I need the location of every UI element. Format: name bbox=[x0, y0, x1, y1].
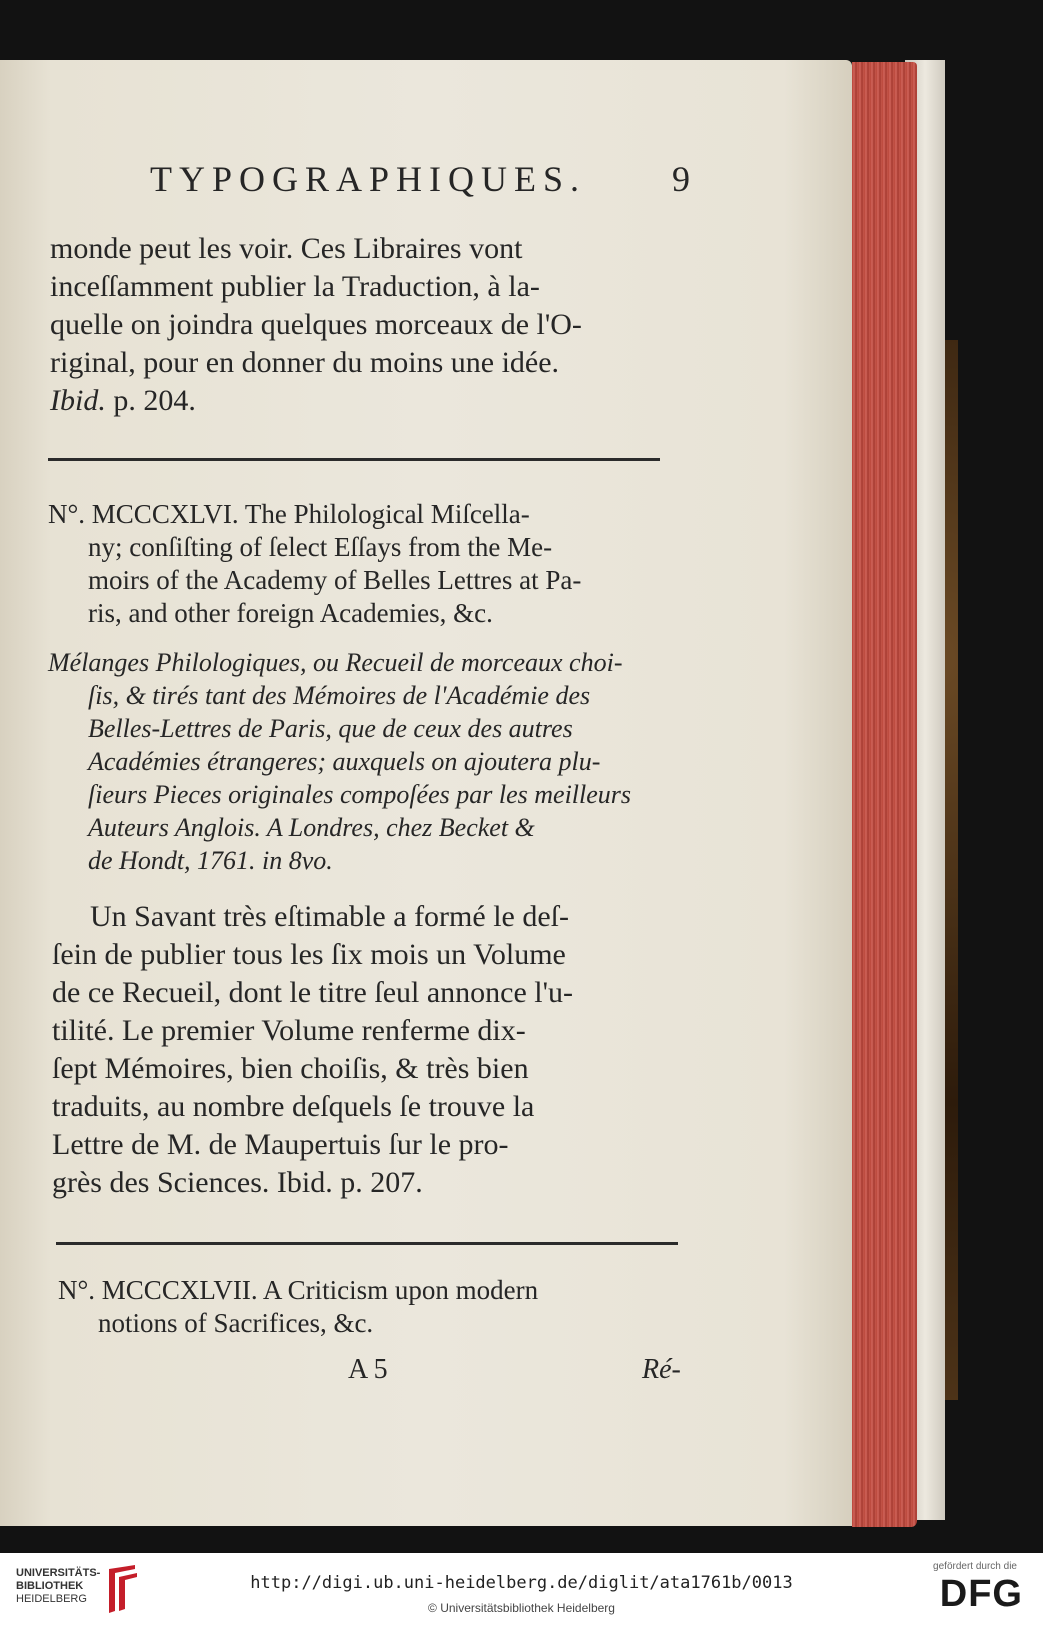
text-line: moirs of the Academy of Belles Lettres at Pa- bbox=[88, 565, 582, 595]
text-line: N°. MCCCXLVI. The Philological Miſcella- bbox=[48, 499, 530, 529]
header-title: TYPOGRAPHIQUES. bbox=[150, 159, 587, 199]
text-line: ſieurs Pieces originales compoſées par les meilleurs bbox=[88, 780, 632, 809]
text-line: quelle on joindra quelques morceaux de l'O- bbox=[50, 308, 582, 341]
paragraph-1 bbox=[50, 230, 680, 420]
text-line: Belles-Lettres de Paris, que de ceux des autres bbox=[88, 714, 573, 743]
text-line: Auteurs Anglois. A Londres, chez Becket & bbox=[88, 813, 535, 842]
page-ref: p. 204. bbox=[113, 384, 196, 417]
text-line: riginal, pour en donner du moins une idée. bbox=[50, 346, 560, 379]
text-line: grès des Sciences. Ibid. p. 207. bbox=[52, 1166, 423, 1199]
funding-label: gefördert durch die bbox=[933, 1561, 1017, 1572]
text-line: tilité. Le premier Volume renferme dix- bbox=[52, 1014, 526, 1047]
library-name-3: HEIDELBERG bbox=[16, 1593, 87, 1605]
entry-1346 bbox=[48, 498, 678, 630]
ibid-ref: Ibid. bbox=[50, 384, 106, 417]
entry-1347 bbox=[58, 1274, 688, 1340]
text-line: traduits, au nombre deſquels ſe trouve la bbox=[52, 1090, 535, 1123]
text-line: ris, and other foreign Academies, &c. bbox=[88, 598, 493, 628]
text-line: Mélanges Philologiques, ou Recueil de morceaux choi- bbox=[48, 648, 623, 677]
text-line: notions of Sacrifices, &c. bbox=[98, 1308, 374, 1338]
section-rule bbox=[48, 458, 660, 461]
viewer-footer bbox=[0, 1553, 1043, 1625]
text-line: Lettre de M. de Maupertuis ſur le pro- bbox=[52, 1128, 509, 1161]
library-name-1: UNIVERSITÄTS- bbox=[16, 1567, 101, 1579]
text-line: N°. MCCCXLVII. A Criticism upon modern bbox=[58, 1275, 539, 1305]
paragraph-2 bbox=[52, 898, 682, 1202]
reference-line bbox=[50, 382, 680, 420]
permalink-url[interactable]: http://digi.ub.uni-heidelberg.de/diglit/ata1761b/0013 bbox=[250, 1573, 793, 1593]
running-header bbox=[150, 158, 690, 208]
text-line: de Hondt, 1761. in 8vo. bbox=[88, 846, 333, 875]
signature-mark: A 5 bbox=[348, 1354, 388, 1385]
catchword: Ré- bbox=[642, 1354, 681, 1385]
page-number: 9 bbox=[672, 159, 690, 199]
red-page-edge bbox=[852, 62, 917, 1527]
dfg-logo: DFG bbox=[939, 1573, 1023, 1615]
text-line: Un Savant très eſtimable a formé le deſ- bbox=[90, 900, 569, 933]
text-line: inceſſamment publier la Traduction, à la- bbox=[50, 270, 540, 303]
text-line: ſis, & tirés tant des Mémoires de l'Académie des bbox=[88, 681, 591, 710]
text-line: ſept Mémoires, bien choiſis, & très bien bbox=[52, 1052, 529, 1085]
library-name-2: BIBLIOTHEK bbox=[16, 1580, 84, 1592]
copyright-text: © Universitätsbibliothek Heidelberg bbox=[428, 1601, 615, 1615]
text-line: ſein de publier tous les ſix mois un Volume bbox=[52, 938, 566, 971]
text-line: ny; conſiſting of ſelect Eſſays from the Me- bbox=[88, 532, 553, 562]
text-line: monde peut les voir. Ces Libraires vont bbox=[50, 232, 523, 265]
section-rule bbox=[56, 1242, 678, 1245]
entry-1346-french-title bbox=[48, 646, 678, 877]
text-line: de ce Recueil, dont le titre ſeul annonce l'u- bbox=[52, 976, 574, 1009]
text-line: Académies étrangeres; auxquels on ajoutera plu- bbox=[88, 747, 601, 776]
